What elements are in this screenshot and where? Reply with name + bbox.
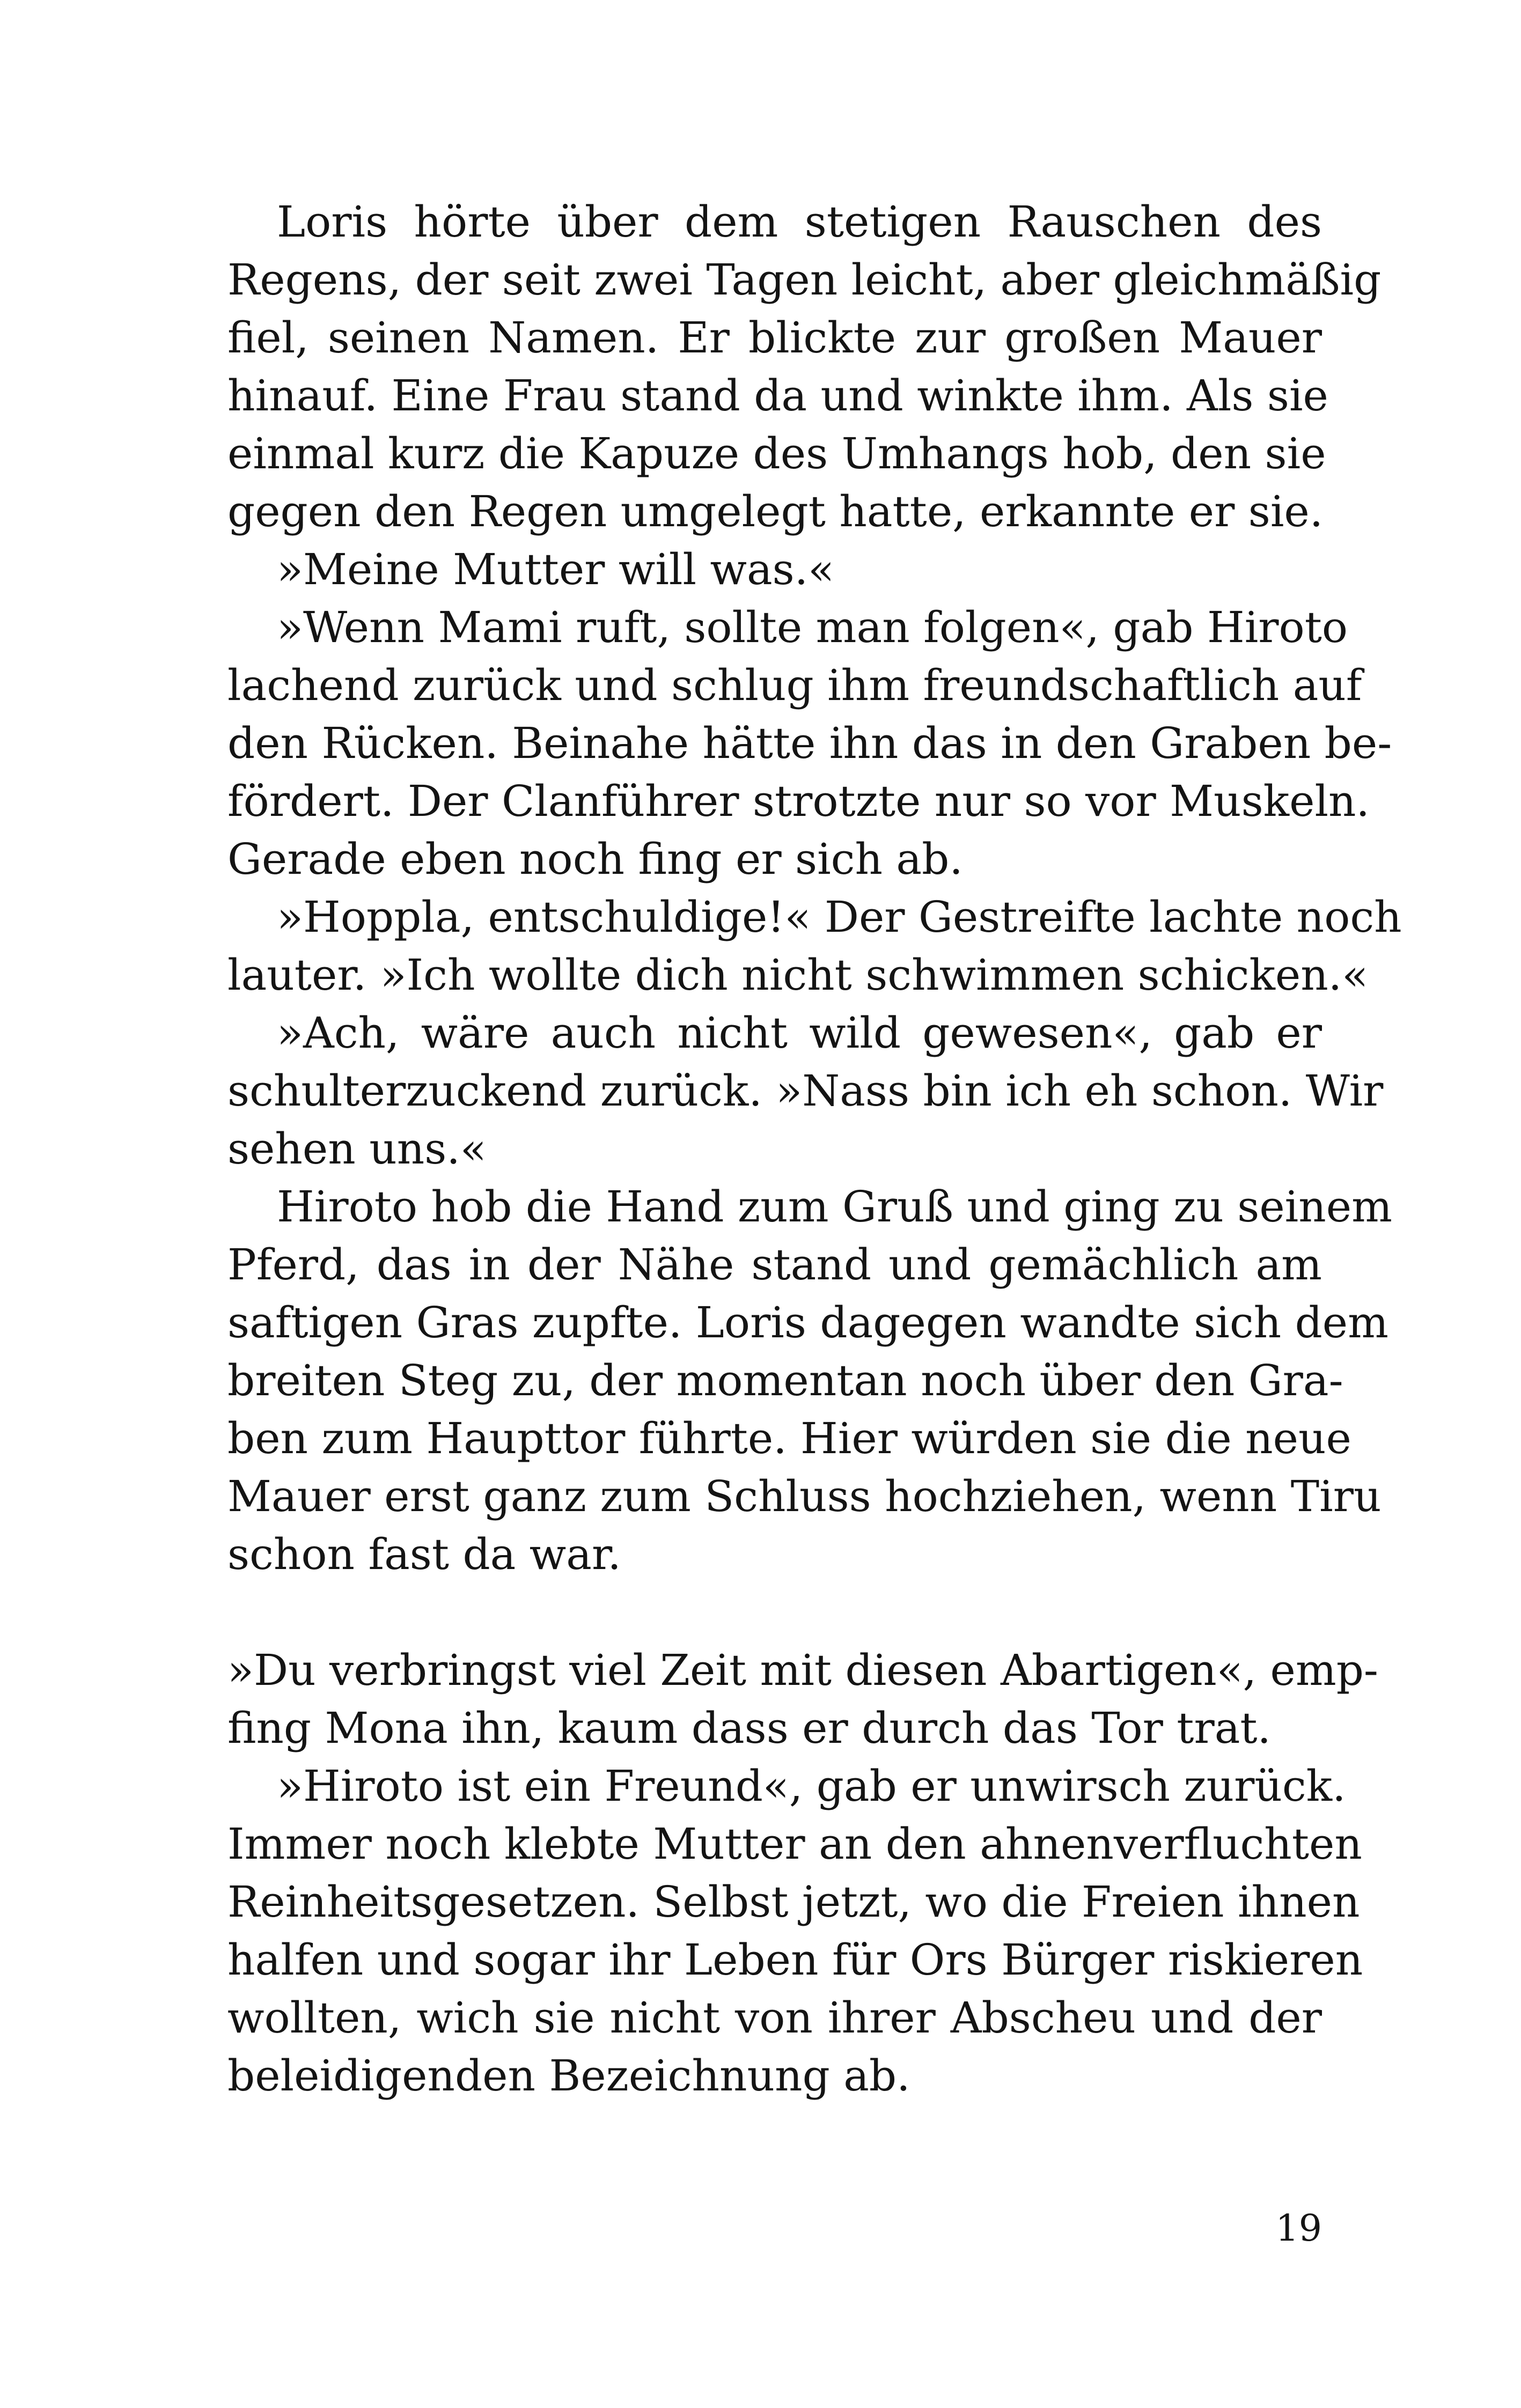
text-line: wollten, wich sie nicht von ihrer Abscheu und der — [227, 1993, 1322, 2043]
text-line: fördert. Der Clanführer strotzte nur so vor Muskeln. — [227, 776, 1370, 826]
text-line: fiel, seinen Namen. Er blickte zur großen Mauer — [227, 313, 1322, 363]
text-line: ben zum Haupttor führte. Hier würden sie die neue — [227, 1413, 1351, 1463]
text-line: gegen den Regen umgelegt hatte, erkannte er sie. — [227, 487, 1324, 536]
text-line: Loris hörte über dem stetigen Rauschen des — [277, 197, 1322, 247]
text-line: Mauer erst ganz zum Schluss hochziehen, wenn Tiru — [227, 1471, 1382, 1521]
text-line: »Wenn Mami ruft, sollte man folgen«, gab Hiroto — [277, 602, 1348, 652]
text-line: einmal kurz die Kapuze des Umhangs hob, den sie — [227, 429, 1326, 478]
text-line: sehen uns.« — [227, 1124, 487, 1174]
text-line: lauter. »Ich wollte dich nicht schwimmen schicken.« — [227, 950, 1369, 1000]
text-line: Regens, der seit zwei Tagen leicht, aber gleichmäßig — [227, 255, 1382, 305]
text-line: schon fast da war. — [227, 1529, 621, 1579]
text-line: »Meine Mutter will was.« — [277, 544, 835, 594]
text-line: saftigen Gras zupfte. Loris dagegen wandte sich dem — [227, 1298, 1388, 1347]
text-line: »Hiroto ist ein Freund«, gab er unwirsch zurück. — [277, 1761, 1346, 1811]
text-line: Hiroto hob die Hand zum Gruß und ging zu seinem — [277, 1182, 1392, 1232]
text-line: Immer noch klebte Mutter an den ahnenverfluchten — [227, 1819, 1362, 1869]
text-line: Pferd, das in der Nähe stand und gemächlich am — [227, 1240, 1322, 1290]
text-line: Reinheitsgesetzen. Selbst jetzt, wo die Freien ihnen — [227, 1877, 1360, 1927]
text-line: »Du verbringst viel Zeit mit diesen Abartigen«, emp- — [227, 1645, 1378, 1695]
text-line: Gerade eben noch fing er sich ab. — [227, 834, 963, 884]
text-line: fing Mona ihn, kaum dass er durch das Tor trat. — [227, 1703, 1271, 1753]
text-line: schulterzuckend zurück. »Nass bin ich eh schon. Wir — [227, 1066, 1384, 1116]
text-line: beleidigenden Bezeichnung ab. — [227, 2051, 910, 2101]
text-line: halfen und sogar ihr Leben für Ors Bürger riskieren — [227, 1935, 1363, 1985]
page-number: 19 — [1275, 2207, 1322, 2250]
text-line: den Rücken. Beinahe hätte ihn das in den Graben be- — [227, 718, 1392, 768]
text-line: »Ach, wäre auch nicht wild gewesen«, gab er — [277, 1008, 1322, 1058]
text-line: »Hoppla, entschuldige!« Der Gestreifte lachte noch — [277, 892, 1402, 942]
text-line: breiten Steg zu, der momentan noch über den Gra- — [227, 1356, 1343, 1405]
text-line: hinauf. Eine Frau stand da und winkte ihm. Als sie — [227, 371, 1328, 421]
text-line: lachend zurück und schlug ihm freundschaftlich auf — [227, 660, 1362, 710]
